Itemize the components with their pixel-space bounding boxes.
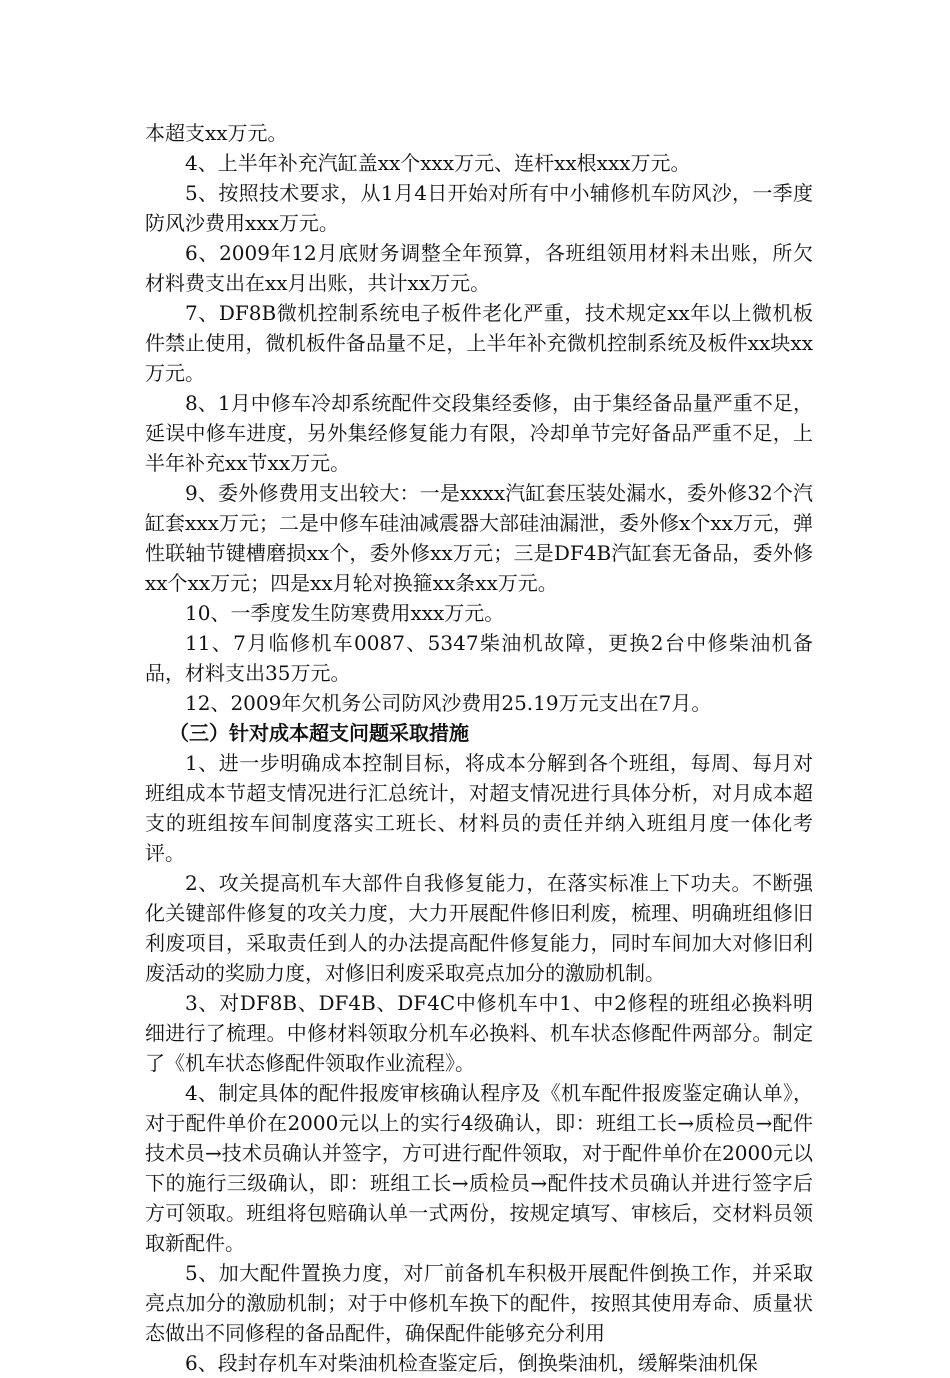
measure-item-3: 3、对DF8B、DF4B、DF4C中修机车中1、中2修程的班组必换料明细进行了梳理。中修材料领取分机车必换料、机车状态修配件两部分。制定了《机车状态修配件领取作业流程》。 — [145, 991, 813, 1075]
paragraph-item-9: 9、委外修费用支出较大：一是xxxx汽缸套压装处漏水，委外修32个汽缸套xxx万元；二是中修车硅油减震器大部硅油漏泄，委外修x个xx万元，弹性联轴节键槽磨损xx个，委外修xx万元；三是DF4B汽缸套无备品，委外修xx个xx万元；四是xx月轮对换箍xx条xx万元。 — [145, 481, 813, 595]
paragraph-item-4: 4、上半年补充汽缸盖xx个xxx万元、连杆xx根xxx万元。 — [185, 151, 691, 175]
section-heading: （三）针对成本超支问题采取措施 — [169, 721, 469, 745]
measure-item-2: 2、攻关提高机车大部件自我修复能力，在落实标准上下功夫。不断强化关键部件修复的攻关力度，大力开展配件修旧利废，梳理、明确班组修旧利废项目，采取责任到人的办法提高配件修复能力，同时车间加大对修旧利废活动的奖励力度，对修旧利废采取亮点加分的激励机制。 — [145, 871, 813, 985]
paragraph-item-8: 8、1月中修车冷却系统配件交段集经委修，由于集经备品量严重不足，延误中修车进度，另外集经修复能力有限，冷却单节完好备品严重不足，上半年补充xx节xx万元。 — [145, 391, 813, 475]
paragraph-item-6: 6、2009年12月底财务调整全年预算，各班组领用材料未出账，所欠材料费支出在xx月出账，共计xx万元。 — [145, 241, 813, 295]
measure-item-5: 5、加大配件置换力度，对厂前备机车积极开展配件倒换工作，并采取亮点加分的激励机制；对于中修机车换下的配件，按照其使用寿命、质量状态做出不同修程的备品配件，确保配件能够充分利用 — [145, 1261, 813, 1345]
document-body — [145, 118, 813, 1378]
measure-item-1: 1、进一步明确成本控制目标，将成本分解到各个班组，每周、每月对班组成本节超支情况进行汇总统计，对超支情况进行具体分析，对月成本超支的班组按车间制度落实工班长、材料员的责任并纳入班组月度一体化考评。 — [145, 751, 813, 865]
paragraph-item-5: 5、按照技术要求，从1月4日开始对所有中小辅修机车防风沙，一季度防风沙费用xxx万元。 — [145, 181, 813, 235]
paragraph-continuation: 本超支xx万元。 — [145, 121, 288, 145]
measure-item-4: 4、制定具体的配件报废审核确认程序及《机车配件报废鉴定确认单》，对于配件单价在2000元以上的实行4级确认，即：班组工长→质检员→配件技术员→技术员确认并签字，方可进行配件领取，对于配件单价在2000元以下的施行三级确认，即：班组工长→质检员→配件技术员确认并进行签字后方可领取。班组将包赔确认单一式两份，按规定填写、审核后，交材料员领取新配件。 — [145, 1081, 813, 1255]
paragraph-item-12: 12、2009年欠机务公司防风沙费用25.19万元支出在7月。 — [185, 691, 712, 715]
measure-item-6: 6、段封存机车对柴油机检查鉴定后，倒换柴油机，缓解柴油机保 — [185, 1351, 758, 1375]
paragraph-item-7: 7、DF8B微机控制系统电子板件老化严重，技术规定xx年以上微机板件禁止使用，微机板件备品量不足，上半年补充微机控制系统及板件xx块xx万元。 — [145, 301, 813, 385]
paragraph-item-10: 10、一季度发生防寒费用xxx万元。 — [185, 601, 505, 625]
paragraph-item-11: 11、7月临修机车0087、5347柴油机故障，更换2台中修柴油机备品，材料支出35万元。 — [145, 631, 813, 685]
